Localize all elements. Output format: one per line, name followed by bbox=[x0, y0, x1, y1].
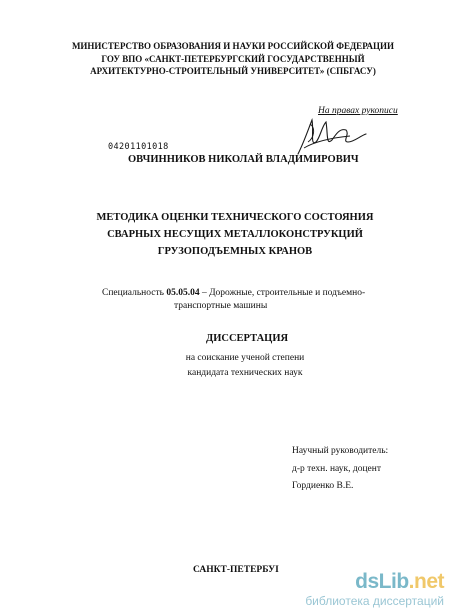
advisor-line-3: Гордиенко В.Е. bbox=[292, 481, 354, 491]
dissertation-label: ДИССЕРТАЦИЯ bbox=[206, 333, 289, 344]
author-name: ОВЧИННИКОВ НИКОЛАЙ ВЛАДИМИРОВИЧ bbox=[128, 154, 359, 165]
specialty-prefix: Специальность bbox=[102, 288, 167, 298]
city-name: САНКТ-ПЕТЕРБУІ bbox=[193, 565, 279, 575]
registration-number: 04201101018 bbox=[108, 142, 169, 152]
ministry-header bbox=[8, 40, 450, 78]
ministry-line-1: МИНИСТЕРСТВО ОБРАЗОВАНИЯ И НАУКИ РОССИЙСКОЙ ФЕДЕРАЦИИ bbox=[71, 41, 395, 51]
advisor-block bbox=[292, 443, 388, 496]
watermark-logo-main: dsLib bbox=[355, 570, 409, 593]
watermark bbox=[305, 571, 444, 608]
dissertation-title bbox=[70, 209, 400, 260]
specialty-line-1 bbox=[102, 286, 365, 301]
rights-note: На правах рукописи bbox=[318, 106, 398, 116]
ministry-line-3: АРХИТЕКТУРНО-СТРОИТЕЛЬНЫЙ УНИВЕРСИТЕТ» (СПБГАСУ) bbox=[90, 66, 376, 76]
advisor-line-1: Научный руководитель: bbox=[292, 446, 389, 456]
specialty-text: – Дорожные, строительные и подъемно- bbox=[199, 288, 366, 298]
degree-line-2: кандидата технических наук bbox=[187, 367, 303, 378]
degree-line-1: на соискание ученой степени bbox=[185, 353, 305, 363]
specialty-code: 05.05.04 bbox=[166, 288, 200, 298]
ministry-line-2: ГОУ ВПО «САНКТ-ПЕТЕРБУРГСКИЙ ГОСУДАРСТВЕННЫЙ bbox=[101, 53, 365, 64]
degree-block bbox=[170, 351, 320, 380]
watermark-subtitle: библиотека диссертаций bbox=[305, 594, 444, 608]
title-line-2: СВАРНЫХ НЕСУЩИХ МЕТАЛЛОКОНСТРУКЦИЙ bbox=[107, 229, 363, 240]
title-line-3: ГРУЗОПОДЪЕМНЫХ КРАНОВ bbox=[157, 246, 313, 257]
advisor-line-2: д-р техн. наук, доцент bbox=[292, 463, 382, 474]
watermark-logo bbox=[305, 571, 444, 593]
title-line-1: МЕТОДИКА ОЦЕНКИ ТЕХНИЧЕСКОГО СОСТОЯНИЯ bbox=[96, 212, 374, 223]
watermark-logo-tld: .net bbox=[408, 570, 444, 593]
specialty-line-2: транспортные машины bbox=[174, 301, 268, 311]
